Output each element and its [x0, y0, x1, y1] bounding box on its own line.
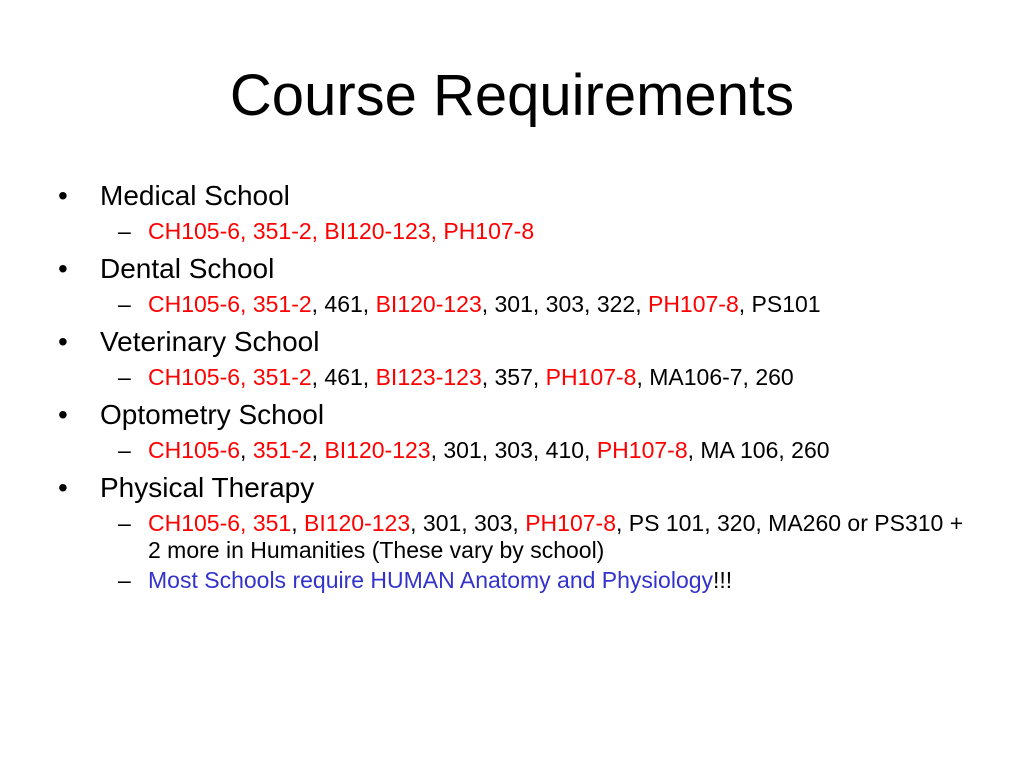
- sub-item: [104, 510, 978, 564]
- course-text: PH107-8: [525, 510, 616, 536]
- dash-icon: –: [118, 567, 131, 593]
- bullet-icon: •: [58, 399, 68, 430]
- note-emphasis: !!!: [713, 567, 733, 593]
- course-text: , 301, 303,: [410, 510, 526, 536]
- sub-item: [104, 364, 978, 391]
- course-text: , MA 106, 260: [687, 437, 830, 463]
- bullet-icon: •: [58, 472, 68, 503]
- course-text: , 357,: [481, 364, 546, 390]
- sub-item: [104, 218, 978, 245]
- dash-icon: –: [118, 437, 131, 463]
- bullet-icon: •: [58, 326, 68, 357]
- list-item-physical-therapy: [58, 469, 978, 594]
- course-text: , PS 101, 320, MA260 or PS310 + 2 more in Humanities (These vary by school): [148, 510, 964, 563]
- course-text: CH105-6, 351: [148, 510, 292, 536]
- note-text: Most Schools require HUMAN Anatomy and Physiology: [148, 567, 714, 593]
- slide-title: Course Requirements: [229, 63, 795, 128]
- dash-icon: –: [118, 510, 131, 536]
- list-item-optometry-school: [58, 396, 978, 464]
- course-text: PH107-8: [596, 437, 688, 463]
- course-text: ,: [311, 437, 325, 463]
- bullet-icon: •: [58, 253, 68, 284]
- course-text: , 301, 303, 410,: [430, 437, 597, 463]
- course-text: , 461,: [311, 364, 376, 390]
- list-item-veterinary-school: [58, 323, 978, 391]
- course-text: 351-2: [252, 437, 312, 463]
- course-text: , MA106-7, 260: [636, 364, 794, 390]
- course-text: , PS101: [738, 291, 821, 317]
- course-text: CH105-6, 351-2: [148, 291, 312, 317]
- item-label: Medical School: [100, 180, 290, 211]
- course-list-text: CH105-6, 351-2, BI120-123, PH107-8: [148, 218, 535, 244]
- dash-icon: –: [118, 291, 131, 317]
- bullet-icon: •: [58, 180, 68, 211]
- dash-icon: –: [118, 364, 131, 390]
- course-text: PH107-8: [545, 364, 637, 390]
- course-text: PH107-8: [647, 291, 739, 317]
- requirements-list: [58, 177, 978, 594]
- course-text: CH105-6, 351-2: [148, 364, 312, 390]
- course-text: BI120-123: [375, 291, 482, 317]
- item-label: Dental School: [100, 253, 275, 284]
- sub-item: [104, 437, 978, 464]
- course-text: BI120-123: [303, 510, 411, 536]
- dash-icon: –: [118, 218, 131, 244]
- item-label: Optometry School: [100, 399, 325, 430]
- list-item-medical-school: [58, 177, 978, 245]
- course-text: ,: [240, 437, 253, 463]
- course-text: BI120-123: [324, 437, 431, 463]
- list-item-dental-school: [58, 250, 978, 318]
- course-text: , 461,: [311, 291, 376, 317]
- course-text: , 301, 303, 322,: [481, 291, 648, 317]
- item-label: Veterinary School: [100, 326, 320, 357]
- course-text: ,: [291, 510, 304, 536]
- course-text: CH105-6: [148, 437, 241, 463]
- course-text: BI123-123: [375, 364, 482, 390]
- sub-item: [104, 291, 978, 318]
- sub-item-anatomy-note: [104, 567, 978, 594]
- item-label: Physical Therapy: [100, 472, 315, 503]
